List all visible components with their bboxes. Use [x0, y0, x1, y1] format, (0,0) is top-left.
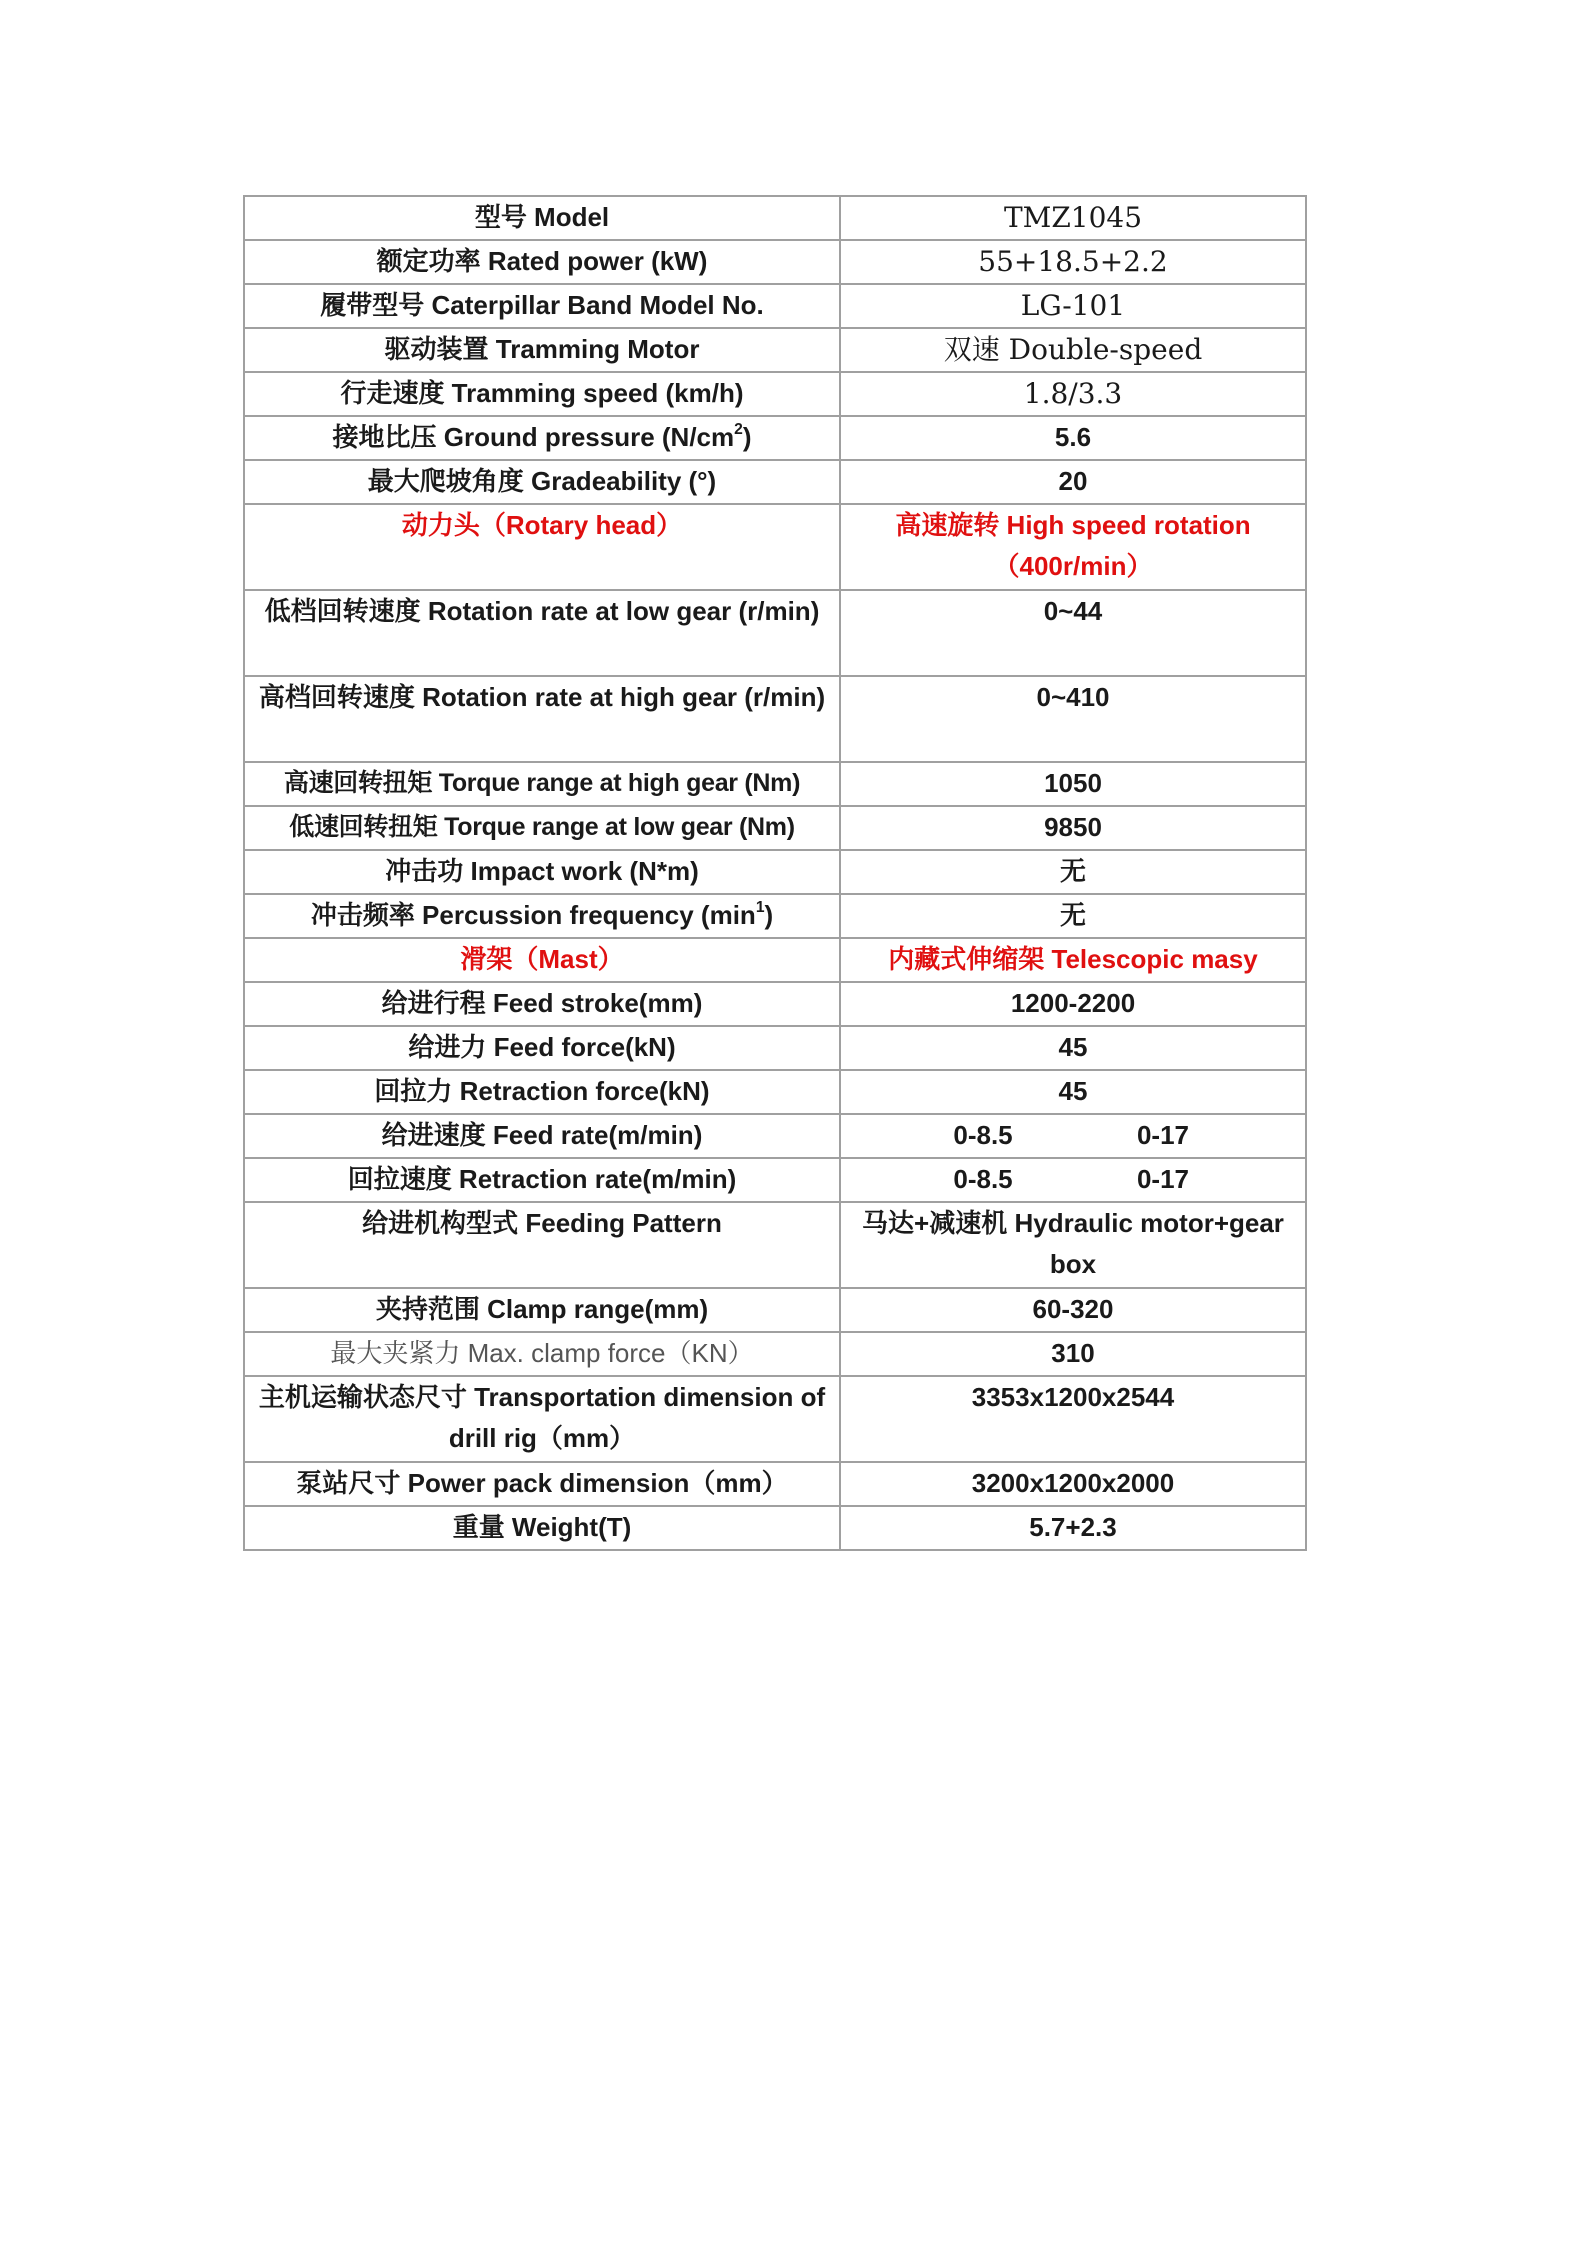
table-row	[244, 590, 1306, 676]
row-value: 45	[840, 1070, 1306, 1114]
section-row-mast	[244, 938, 1306, 982]
row-label: 泵站尺寸 Power pack dimension（mm）	[244, 1462, 840, 1506]
row-value: 1050	[840, 762, 1306, 806]
row-value: TMZ1045	[840, 196, 1306, 240]
row-value: 5.7+2.3	[840, 1506, 1306, 1550]
table-row	[244, 982, 1306, 1026]
table-row	[244, 196, 1306, 240]
row-value: 内藏式伸缩架 Telescopic masy	[840, 938, 1306, 982]
row-value: LG-101	[840, 284, 1306, 328]
row-label: 行走速度 Tramming speed (km/h)	[244, 372, 840, 416]
row-label: 高档回转速度 Rotation rate at high gear (r/min)	[244, 676, 840, 762]
row-label: 动力头（Rotary head）	[244, 504, 840, 590]
row-label	[244, 416, 840, 460]
table-row	[244, 894, 1306, 938]
row-value: 55+18.5+2.2	[840, 240, 1306, 284]
label-text: 冲击频率 Percussion frequency (min	[310, 900, 756, 930]
table-row	[244, 1506, 1306, 1550]
row-label: 履带型号 Caterpillar Band Model No.	[244, 284, 840, 328]
row-label: 回拉速度 Retraction rate(m/min)	[244, 1158, 840, 1202]
row-label: 夹持范围 Clamp range(mm)	[244, 1288, 840, 1332]
table-row	[244, 416, 1306, 460]
table-row	[244, 1332, 1306, 1376]
row-value: 20	[840, 460, 1306, 504]
row-value: 双速 Double-speed	[840, 328, 1306, 372]
row-value: 60-320	[840, 1288, 1306, 1332]
row-label: 给进行程 Feed stroke(mm)	[244, 982, 840, 1026]
table-row	[244, 762, 1306, 806]
row-label: 回拉力 Retraction force(kN)	[244, 1070, 840, 1114]
label-text: 接地比压 Ground pressure (N/cm	[332, 422, 735, 452]
section-row-rotary-head	[244, 504, 1306, 590]
row-label: 滑架（Mast）	[244, 938, 840, 982]
table-row	[244, 1114, 1306, 1158]
row-label: 最大夹紧力 Max. clamp force（KN）	[244, 1332, 840, 1376]
row-label: 最大爬坡角度 Gradeability (°)	[244, 460, 840, 504]
row-value: 5.6	[840, 416, 1306, 460]
row-value: 3200x1200x2000	[840, 1462, 1306, 1506]
superscript: 1	[755, 899, 765, 917]
row-value: 马达+减速机 Hydraulic motor+gear box	[840, 1202, 1306, 1288]
row-label: 给进速度 Feed rate(m/min)	[244, 1114, 840, 1158]
row-value: 1.8/3.3	[840, 372, 1306, 416]
table-row	[244, 1462, 1306, 1506]
table-row	[244, 240, 1306, 284]
table-row	[244, 1288, 1306, 1332]
table-row	[244, 1376, 1306, 1462]
value-part: 0-17	[1136, 1164, 1190, 1194]
row-label: 冲击功 Impact work (N*m)	[244, 850, 840, 894]
table-row	[244, 850, 1306, 894]
row-label: 主机运输状态尺寸 Transportation dimension of drill rig（mm）	[244, 1376, 840, 1462]
value-part: 0-17	[1136, 1120, 1190, 1150]
table-row	[244, 1202, 1306, 1288]
row-label: 给进机构型式 Feeding Pattern	[244, 1202, 840, 1288]
table-row	[244, 1070, 1306, 1114]
table-row	[244, 1026, 1306, 1070]
row-value: 9850	[840, 806, 1306, 850]
value-part: 0-8.5	[953, 1164, 1013, 1194]
table-row	[244, 460, 1306, 504]
row-value: 3353x1200x2544	[840, 1376, 1306, 1462]
row-value: 无	[840, 894, 1306, 938]
table-row	[244, 284, 1306, 328]
row-value	[840, 1114, 1306, 1158]
row-value: 0~44	[840, 590, 1306, 676]
row-label	[244, 894, 840, 938]
value-part: 0-8.5	[953, 1120, 1013, 1150]
row-label: 额定功率 Rated power (kW)	[244, 240, 840, 284]
row-label: 高速回转扭矩 Torque range at high gear (Nm)	[244, 762, 840, 806]
table-row	[244, 372, 1306, 416]
row-label: 型号 Model	[244, 196, 840, 240]
row-label: 低速回转扭矩 Torque range at low gear (Nm)	[244, 806, 840, 850]
row-value: 0~410	[840, 676, 1306, 762]
row-value: 无	[840, 850, 1306, 894]
row-value: 高速旋转 High speed rotation（400r/min）	[840, 504, 1306, 590]
row-value	[840, 1158, 1306, 1202]
row-value: 310	[840, 1332, 1306, 1376]
table-row	[244, 806, 1306, 850]
row-label: 驱动装置 Tramming Motor	[244, 328, 840, 372]
label-text: )	[742, 422, 752, 452]
row-label: 给进力 Feed force(kN)	[244, 1026, 840, 1070]
row-value: 45	[840, 1026, 1306, 1070]
label-text: )	[764, 900, 774, 930]
row-label: 重量 Weight(T)	[244, 1506, 840, 1550]
table-row	[244, 1158, 1306, 1202]
table-row	[244, 328, 1306, 372]
row-label: 低档回转速度 Rotation rate at low gear (r/min)	[244, 590, 840, 676]
spec-table	[243, 195, 1307, 1551]
superscript: 2	[734, 421, 743, 439]
row-value: 1200-2200	[840, 982, 1306, 1026]
table-row	[244, 676, 1306, 762]
